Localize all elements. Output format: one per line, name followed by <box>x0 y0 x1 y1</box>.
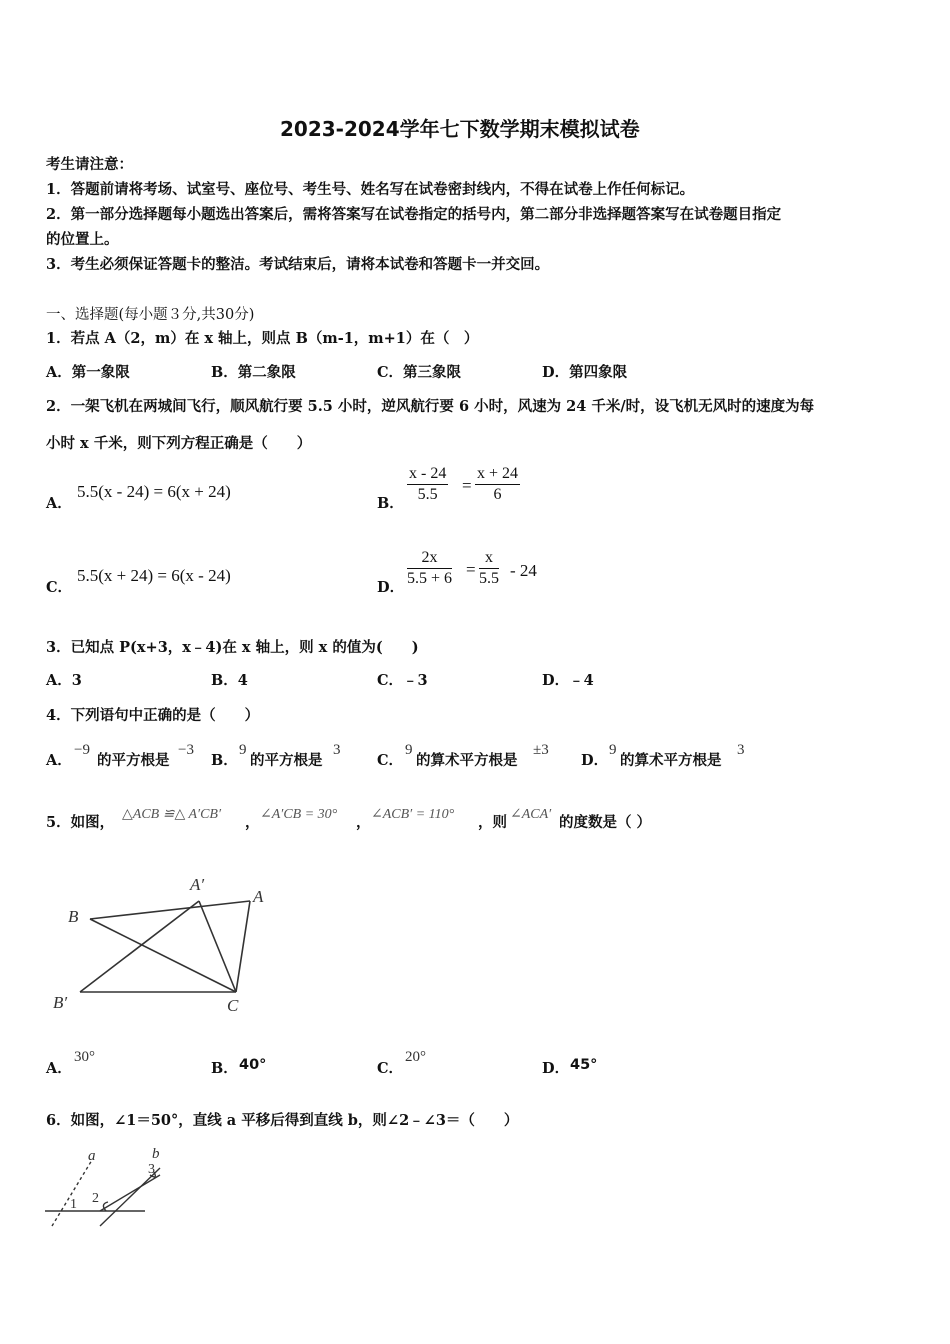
q4-option-d-label: D． <box>581 752 609 769</box>
q5-angle-3: ∠ACA′ <box>510 807 552 822</box>
q1-option-d: D．第四象限 <box>542 364 628 381</box>
q4-option-d-math-1: 9 <box>609 742 617 758</box>
q2-d-denominator-1: 5.5 + 6 <box>407 570 453 587</box>
q5-option-b-label: B． <box>211 1060 238 1077</box>
q3-option-c: C．﹣3 <box>377 672 428 689</box>
q2-option-d-fraction-right <box>479 549 499 588</box>
q5-angle-2: ∠ACB′ = 110° <box>371 807 455 822</box>
q1-option-b: B．第二象限 <box>211 364 296 381</box>
q6-transversal <box>100 1175 160 1211</box>
q1-option-c: C．第三象限 <box>377 364 462 381</box>
q5-segment-ac <box>236 901 250 992</box>
q2-b-denominator-1: 5.5 <box>417 486 438 503</box>
q4-option-c-math-1: 9 <box>405 742 413 758</box>
q5-option-d-value: 45° <box>570 1057 598 1073</box>
q4-option-c-text: 的算术平方根是 <box>416 752 518 769</box>
page-title: 2023-2024学年七下数学期末模拟试卷 <box>280 117 640 141</box>
q6-figure <box>40 1140 180 1235</box>
q2-option-b-fraction-left <box>407 465 448 504</box>
q5-option-a-value: 30° <box>74 1049 95 1065</box>
q5-label-b: B <box>68 907 79 926</box>
q1-stem: 1．若点 A（2，m）在 x 轴上，则点 B（m-1，m+1）在（ ） <box>46 330 479 347</box>
q5-segment-b1a1 <box>80 901 199 992</box>
q4-option-d-text: 的算术平方根是 <box>620 752 722 769</box>
q5-sep-3: ，则 <box>478 814 507 831</box>
q5-congruence: △ACB ≌△ A′CB′ <box>122 807 222 822</box>
q2-option-a-equation: 5.5(x - 24) = 6(x + 24) <box>77 482 231 501</box>
q5-sep-1: ， <box>245 814 260 831</box>
q2-option-a-label: A． <box>46 495 72 512</box>
q5-option-c-value: 20° <box>405 1049 426 1065</box>
q2-option-b-fraction-right <box>475 465 520 504</box>
q2-b-denominator-2: 6 <box>493 486 502 503</box>
q5-label-b-prime: B′ <box>53 993 68 1012</box>
q5-segment-a1c <box>199 901 236 992</box>
q1-option-a: A．第一象限 <box>46 364 130 381</box>
q4-option-a-text: 的平方根是 <box>97 752 170 769</box>
q2-option-b-label: B． <box>377 495 404 512</box>
q2-option-d-fraction-left <box>407 549 452 588</box>
notice-item-2-cont: 的位置上。 <box>46 231 119 248</box>
q4-option-d-math-2: 3 <box>737 742 745 758</box>
q5-sep-2: ， <box>356 814 371 831</box>
q2-d-numerator-2: x <box>479 549 499 569</box>
notice-item-1: 1．答题前请将考场、试室号、座位号、考生号、姓名写在试卷密封线内，不得在试卷上作任何标记。 <box>46 181 695 198</box>
q4-stem: 4．下列语句中正确的是（ ） <box>46 707 260 724</box>
section-heading: 一、选择题(每小题３分,共30分) <box>46 307 255 323</box>
q2-option-c-label: C． <box>46 579 73 596</box>
q6-label-2: 2 <box>92 1191 99 1206</box>
q4-option-a-math-1: −9 <box>74 742 90 758</box>
q5-label-a-prime: A′ <box>190 875 205 894</box>
q5-suffix: 的度数是（ ） <box>559 814 652 831</box>
q2-stem-line1: 2．一架飞机在两城间飞行，顺风航行要 5.5 小时，逆风航行要 6 小时，风速为 24 千米/时，设飞机无风时的速度为每 <box>46 398 815 415</box>
q6-line-a <box>52 1160 92 1226</box>
q4-option-c-label: C． <box>377 752 404 769</box>
q5-label-a: A <box>253 887 264 906</box>
q5-option-b-value: 40° <box>239 1057 267 1073</box>
q2-stem-line2: 小时 x 千米，则下列方程正确是（ ） <box>46 435 312 452</box>
q2-option-d-equals: = <box>466 560 476 579</box>
q6-label-b: b <box>152 1146 160 1162</box>
q6-label-a: a <box>88 1148 96 1164</box>
q3-stem: 3．已知点 P(x+3，x﹣4)在 x 轴上，则 x 的值为( ) <box>46 639 419 656</box>
q4-option-b-math-1: 9 <box>239 742 247 758</box>
q5-segment-bc <box>90 919 236 992</box>
q3-option-d: D．﹣4 <box>542 672 594 689</box>
q5-angle-1: ∠A′CB = 30° <box>260 807 338 822</box>
q6-stem: 6．如图，∠1＝50°，直线 a 平移后得到直线 b，则∠2﹣∠3＝（ ） <box>46 1112 519 1129</box>
q5-prefix: 5．如图， <box>46 814 115 831</box>
q2-option-c-equation: 5.5(x + 24) = 6(x - 24) <box>77 566 231 585</box>
notice-item-2: 2．第一部分选择题每小题选出答案后，需将答案写在试卷指定的括号内，第二部分非选择题答案写在试卷题目指定 <box>46 206 782 223</box>
q6-label-3: 3 <box>148 1162 155 1177</box>
q5-figure <box>40 860 290 1020</box>
notice-heading: 考生请注意： <box>46 156 133 173</box>
q2-option-d-label: D． <box>377 579 405 596</box>
q4-option-b-label: B． <box>211 752 238 769</box>
q4-option-c-math-2: ±3 <box>533 742 549 758</box>
notice-item-3: 3．考生必须保证答题卡的整洁。考试结束后，请将本试卷和答题卡一并交回。 <box>46 256 550 273</box>
q2-option-b-equals: = <box>462 476 472 495</box>
q4-option-a-label: A． <box>46 752 72 769</box>
q2-d-denominator-2: 5.5 <box>479 570 499 587</box>
q5-label-c: C <box>227 996 239 1015</box>
q5-segment-ba <box>90 901 250 919</box>
q3-option-a: A．3 <box>46 672 82 689</box>
q2-b-numerator-1: x - 24 <box>407 465 448 485</box>
q6-label-1: 1 <box>70 1197 77 1212</box>
q2-option-d-tail: - 24 <box>510 561 537 580</box>
q5-option-d-label: D． <box>542 1060 570 1077</box>
q3-option-b: B．4 <box>211 672 248 689</box>
q2-b-numerator-2: x + 24 <box>475 465 520 485</box>
q5-option-c-label: C． <box>377 1060 404 1077</box>
q4-option-b-text: 的平方根是 <box>250 752 323 769</box>
q5-option-a-label: A． <box>46 1060 72 1077</box>
q4-option-a-math-2: −3 <box>178 742 194 758</box>
q2-d-numerator-1: 2x <box>407 549 452 569</box>
q4-option-b-math-2: 3 <box>333 742 341 758</box>
